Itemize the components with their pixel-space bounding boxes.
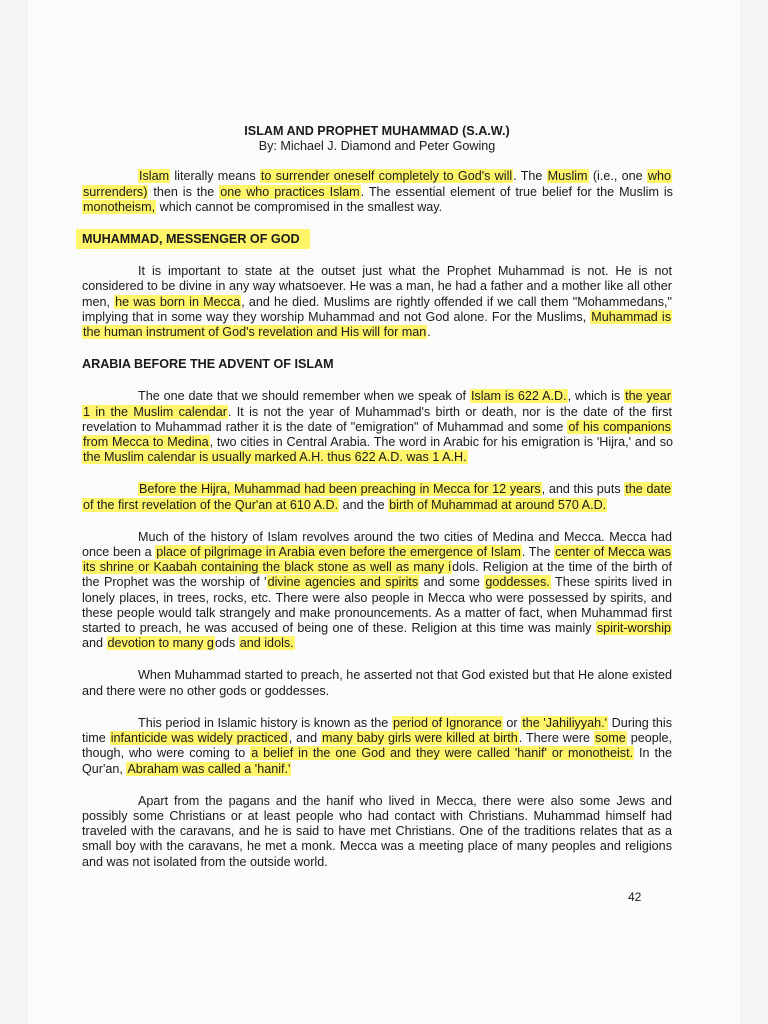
highlight: the year 1 in the Muslim calendar <box>83 389 671 419</box>
highlight: who surrenders) <box>83 169 671 199</box>
highlight: Abraham was called a 'hanif.' <box>127 761 291 776</box>
highlight: infanticide was widely practiced <box>110 731 288 746</box>
paragraph-jews-christians: Apart from the pagans and the hanif who lived in Mecca, there were also some Jews and possibly some Christians or at least people who had contact with Christians. Muhammad himself had traveled with the caravans, and he is said to have met Christians. One of the traditions relates that as a small boy with the caravans, he met a monk. Mecca was a meeting place of many peoples and religions and was not isolated from the outside world. <box>82 793 672 869</box>
scanned-page <box>28 0 740 1024</box>
highlight: Islam is 622 A.D. <box>470 389 567 404</box>
highlight: MUHAMMAD, MESSENGER OF GOD <box>76 229 310 249</box>
highlight: the date of the first revelation of the Qur'an at 610 A.D. <box>83 482 671 512</box>
paragraph-muhammad-human: It is important to state at the outset just what the Prophet Muhammad is not. He is not considered to be divine in any way whatsoever. He was a man, he had a father and a mother like all other men, he was born in Mecca, and he died. Muslims are rightly offended if we call them "Mohammedans," implying that in some way they worship Muhammad and not God alone. For the Muslims, Muhammad is the human instrument of God's revelation and His will for man. <box>82 264 672 340</box>
article-body <box>82 124 672 887</box>
paragraph-before-hijra: Before the Hijra, Muhammad had been preaching in Mecca for 12 years, and this puts the date of the first revelation of the Qur'an at 610 A.D. and the birth of Muhammad at around 570 A.D. <box>83 482 671 512</box>
highlight: spirit-worship <box>596 621 671 636</box>
section-heading-messenger <box>82 232 672 247</box>
highlight: many baby girls were killed at birth <box>322 731 518 746</box>
paragraph-islam-meaning: Islam literally means to surrender oneself completely to God's will. The Muslim (i.e., one who surrenders) then is the one who practices Islam. The essential element of true belief for the Muslim is monotheism, which cannot be compromised in the smallest way. <box>83 169 673 214</box>
highlight: period of Ignorance <box>392 715 502 730</box>
highlight: divine agencies and spirits <box>267 575 419 590</box>
highlight: to surrender oneself completely to God's will <box>260 169 513 184</box>
highlight: one who practices Islam <box>220 184 360 199</box>
highlight: monotheism, <box>83 199 156 214</box>
highlight: goddesses. <box>485 575 550 590</box>
paragraph-god-alone: When Muhammad started to preach, he asserted not that God existed but that He alone existed and there were no other gods or goddesses. <box>82 668 672 698</box>
highlight: the Muslim calendar is usually marked A.H. thus 622 A.D. was 1 A.H. <box>83 450 467 465</box>
highlight: birth of Muhammad at around 570 A.D. <box>389 497 607 512</box>
highlight: of his companions from Mecca to Medina <box>83 419 671 450</box>
highlight: he was born in Mecca <box>115 294 241 309</box>
page-number: 42 <box>628 890 642 904</box>
highlight: Islam <box>139 169 170 184</box>
article-byline: By: Michael J. Diamond and Peter Gowing <box>258 139 496 154</box>
paragraph-hijra-date: The one date that we should remember when we speak of Islam is 622 A.D., which is the year 1 in the Muslim calendar. It is not the year of Muhammad's birth or death, nor is the date of the first revelation to Muhammad rather it is the date of "emigration" of Muhammad and some of his companions from Mecca to Medina, two cities in Central Arabia. The word in Arabic for his emigration is 'Hijra,' and so the Muslim calendar is usually marked A.H. thus 622 A.D. was 1 A.H. <box>82 389 673 465</box>
highlight: center of Mecca was its shrine or Kaabah containing the black stone as well as many i <box>83 545 671 575</box>
paragraph-medina-mecca: Much of the history of Islam revolves around the two cities of Medina and Mecca. Mecca had once been a place of pilgrimage in Arabia even before the emergence of Islam. The center of Mecca was its shrine or Kaabah containing the black stone as well as many idols. Religion at the time of the birth of the Prophet was the worship of 'divine agencies and spirits and some goddesses. These spirits lived in lonely places, in trees, rocks, etc. There were also people in Mecca who were possessed by spirits, and these people would talk strangely and make pronouncements. As a matter of fact, when Muhammad first started to preach, he was accused of being one of these. Religion at this time was mainly spirit-worship and devotion to many gods and idols. <box>82 529 672 651</box>
highlight: the 'Jahiliyyah.' <box>522 715 608 730</box>
highlight: a belief in the one God and they were called 'hanif' or monotheist. <box>251 746 634 761</box>
highlight: Muhammad is the human instrument of God's revelation and His will for man <box>83 309 671 340</box>
section-heading-arabia: ARABIA BEFORE THE ADVENT OF ISLAM <box>82 357 334 372</box>
highlight: and idols. <box>239 636 294 651</box>
highlight: devotion to many g <box>107 636 214 651</box>
paragraph-jahiliyyah: This period in Islamic history is known as the period of Ignorance or the 'Jahiliyyah.' During this time infanticide was widely practiced, and many baby girls were killed at birth. There were some people, though, who were coming to a belief in the one God and they were called 'hanif' or monotheist. In the Qur'an, Abraham was called a 'hanif.' <box>82 715 673 776</box>
article-title: ISLAM AND PROPHET MUHAMMAD (S.A.W.) <box>244 124 510 138</box>
highlight: some <box>594 731 626 746</box>
highlight: Muslim <box>547 169 588 184</box>
highlight: place of pilgrimage in Arabia even before the emergence of Islam <box>156 545 521 560</box>
highlight: Before the Hijra, Muhammad had been preaching in Mecca for 12 years <box>139 482 541 497</box>
